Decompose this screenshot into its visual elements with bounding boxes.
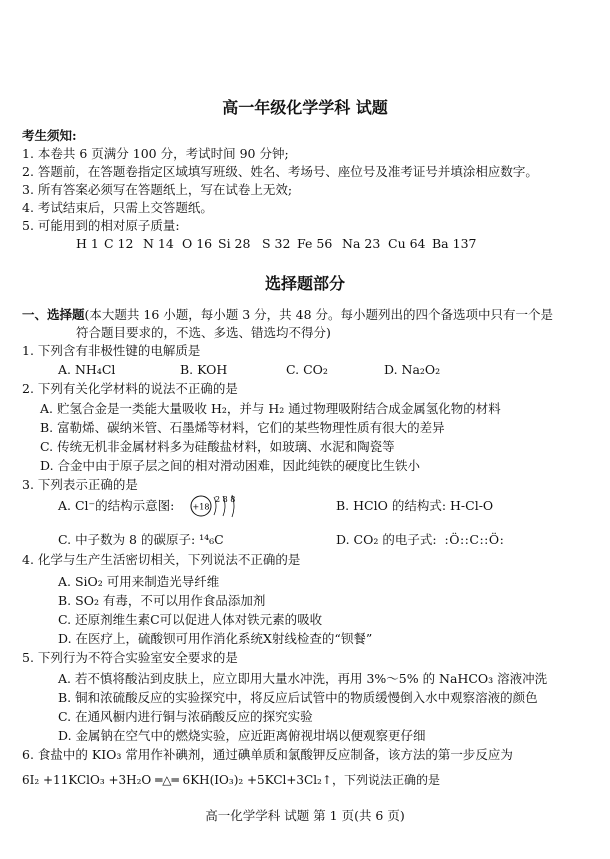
q5-option-a: A. 若不慎将酸沾到皮肤上，应立即用大量水冲洗，再用 3%～5% 的 NaHCO₃ 溶液冲洗 — [58, 671, 548, 686]
page-footer: 高一化学学科 试题 第 1 页(共 6 页) — [205, 808, 405, 823]
q6-equation-line — [22, 772, 440, 788]
mass-n: N 14 — [143, 236, 174, 251]
part1-heading — [22, 307, 553, 323]
chloride-ion-structure-diagram — [189, 490, 249, 522]
q1-stem: 1. 下列含有非极性键的电解质是 — [22, 343, 201, 358]
mass-ba: Ba 137 — [432, 236, 477, 251]
q3-option-d-label: D. CO₂ 的电子式: — [336, 532, 437, 547]
mass-s: S 32 — [262, 236, 291, 251]
q1-option-b: B. KOH — [180, 362, 228, 377]
q2-option-d: D. 合金中由于原子层之间的相对滑动困难，因此纯铁的硬度比生铁小 — [40, 458, 421, 473]
q4-stem: 4. 化学与生产生活密切相关，下列说法不正确的是 — [22, 552, 301, 567]
notice-item-4: 4. 考试结束后，只需上交答题纸。 — [22, 200, 213, 215]
q1-option-a: A. NH₄Cl — [58, 362, 116, 377]
q4-option-c: C. 还原剂维生素C可以促进人体对铁元素的吸收 — [58, 612, 323, 627]
part1-desc-line1: (本大题共 16 小题，每小题 3 分，共 48 分。每小题列出的四个备选项中只有一个是 — [84, 307, 553, 322]
q5-option-d: D. 金属钠在空气中的燃烧实验，应近距离俯视坩埚以便观察更仔细 — [58, 728, 426, 743]
q3-option-a-label: A. Cl⁻的结构示意图: — [58, 498, 175, 513]
notice-item-3: 3. 所有答案必须写在答题纸上，写在试卷上无效; — [22, 182, 293, 197]
section-title: 选择题部分 — [264, 274, 345, 293]
notice-item-2: 2. 答题前，在答题卷指定区域填写班级、姓名、考场号、座位号及准考证号并填涂相应数字。 — [22, 164, 538, 179]
mass-h: H 1 — [76, 236, 99, 251]
q5-option-b: B. 铜和浓硫酸反应的实验探究中，将反应后试管中的物质缓慢倒入水中观察溶液的颜色 — [58, 690, 538, 705]
mass-c: C 12 — [104, 236, 134, 251]
q1-option-c: C. CO₂ — [286, 362, 328, 377]
q5-stem: 5. 下列行为不符合实验室安全要求的是 — [22, 650, 238, 665]
mass-cu: Cu 64 — [388, 236, 426, 251]
q2-option-b: B. 富勒烯、碳纳米管、石墨烯等材料，它们的某些物理性质有很大的差异 — [40, 420, 445, 435]
atom-shell-electrons: 2 8 8 — [215, 495, 236, 504]
q2-option-a: A. 贮氢合金是一类能大量吸收 H₂，并与 H₂ 通过物理吸附结合成金属氢化物的材料 — [40, 401, 501, 416]
co2-electron-formula: :Ö::C::Ö: — [444, 532, 505, 547]
q6-stem: 6. 食盐中的 KIO₃ 常用作补碘剂，通过碘单质和氯酸钾反应制备，该方法的第一步反应为 — [22, 747, 513, 762]
q6-equation: 6I₂ +11KClO₃ +3H₂O ═△═ 6KH(IO₃)₂ +5KCl+3Cl₂↑ — [22, 773, 332, 787]
q3-option-c: C. 中子数为 8 的碳原子: ¹⁴₆C — [58, 532, 224, 547]
mass-fe: Fe 56 — [297, 236, 333, 251]
q2-option-c: C. 传统无机非金属材料多为硅酸盐材料，如玻璃、水泥和陶瓷等 — [40, 439, 395, 454]
mass-o: O 16 — [182, 236, 213, 251]
part1-label: 一、选择题 — [22, 307, 85, 322]
mass-na: Na 23 — [342, 236, 381, 251]
q6-tail: ，下列说法正确的是 — [331, 773, 440, 787]
mass-si: Si 28 — [218, 236, 251, 251]
part1-desc-line2: 符合题目要求的，不选、多选、错选均不得分) — [76, 325, 331, 340]
q5-option-c: C. 在通风橱内进行铜与浓硝酸反应的探究实验 — [58, 709, 313, 724]
q2-stem: 2. 下列有关化学材料的说法不正确的是 — [22, 381, 238, 396]
q3-stem: 3. 下列表示正确的是 — [22, 477, 138, 492]
atom-nucleus-charge: +18 — [192, 502, 210, 512]
page-title: 高一年级化学学科 试题 — [222, 98, 388, 117]
q4-option-b: B. SO₂ 有毒，不可以用作食品添加剂 — [58, 593, 266, 608]
q3-option-b: B. HClO 的结构式: H-Cl-O — [336, 498, 494, 513]
q3-option-d — [336, 532, 504, 548]
notice-item-1: 1. 本卷共 6 页满分 100 分，考试时间 90 分钟; — [22, 146, 289, 161]
notice-heading: 考生须知: — [22, 128, 77, 143]
notice-item-5: 5. 可能用到的相对原子质量: — [22, 218, 180, 233]
q4-option-d: D. 在医疗上，硫酸钡可用作消化系统X射线检查的“钡餐” — [58, 631, 373, 646]
q4-option-a: A. SiO₂ 可用来制造光导纤维 — [58, 574, 220, 589]
q1-option-d: D. Na₂O₂ — [384, 362, 441, 377]
